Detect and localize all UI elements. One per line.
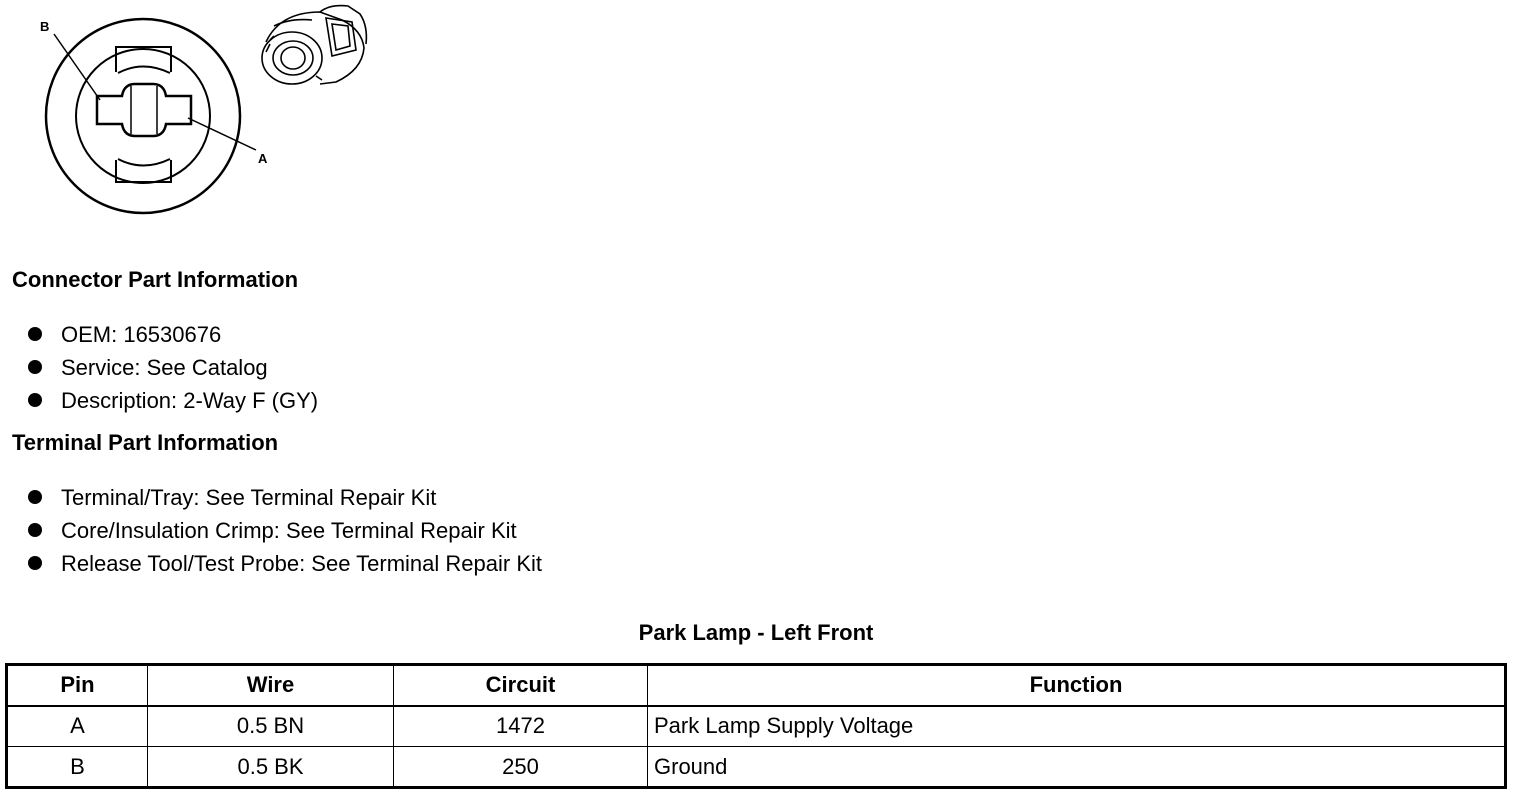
function-cell: Ground [648,747,1506,788]
pinout-table [5,663,1507,789]
list-item: Description: 2-Way F (GY) [28,384,318,417]
connector-diagram [30,0,390,230]
connector-part-list [28,318,318,417]
pin-cell: B [7,747,148,788]
terminal-part-list [28,481,542,580]
circuit-cell: 250 [394,747,648,788]
pin-b-label: B [40,19,50,34]
bullet-icon [28,490,42,504]
wire-cell: 0.5 BN [148,706,394,747]
function-cell: Park Lamp Supply Voltage [648,706,1506,747]
bullet-icon [28,360,42,374]
circuit-cell: 1472 [394,706,648,747]
list-item: Core/Insulation Crimp: See Terminal Repair Kit [28,514,542,547]
column-header-function: Function [648,665,1506,706]
pin-cell: A [7,706,148,747]
column-header-pin: Pin [7,665,148,706]
connector-perspective-sketch [262,6,366,84]
bullet-icon [28,327,42,341]
column-header-circuit: Circuit [394,665,648,706]
connector-face-view [46,19,256,213]
list-item: Terminal/Tray: See Terminal Repair Kit [28,481,542,514]
table-row [7,706,1506,747]
connector-part-heading: Connector Part Information [12,267,299,292]
bullet-icon [28,393,42,407]
terminal-part-heading: Terminal Part Information [12,430,279,455]
list-item: Release Tool/Test Probe: See Terminal Repair Kit [28,547,542,580]
table-row [7,747,1506,788]
bullet-icon [28,523,42,537]
column-header-wire: Wire [148,665,394,706]
list-item: Service: See Catalog [28,351,318,384]
bullet-icon [28,556,42,570]
pin-a-label: A [258,151,268,166]
table-title: Park Lamp - Left Front [638,620,874,645]
table-header-row [7,665,1506,706]
list-item: OEM: 16530676 [28,318,318,351]
wire-cell: 0.5 BK [148,747,394,788]
